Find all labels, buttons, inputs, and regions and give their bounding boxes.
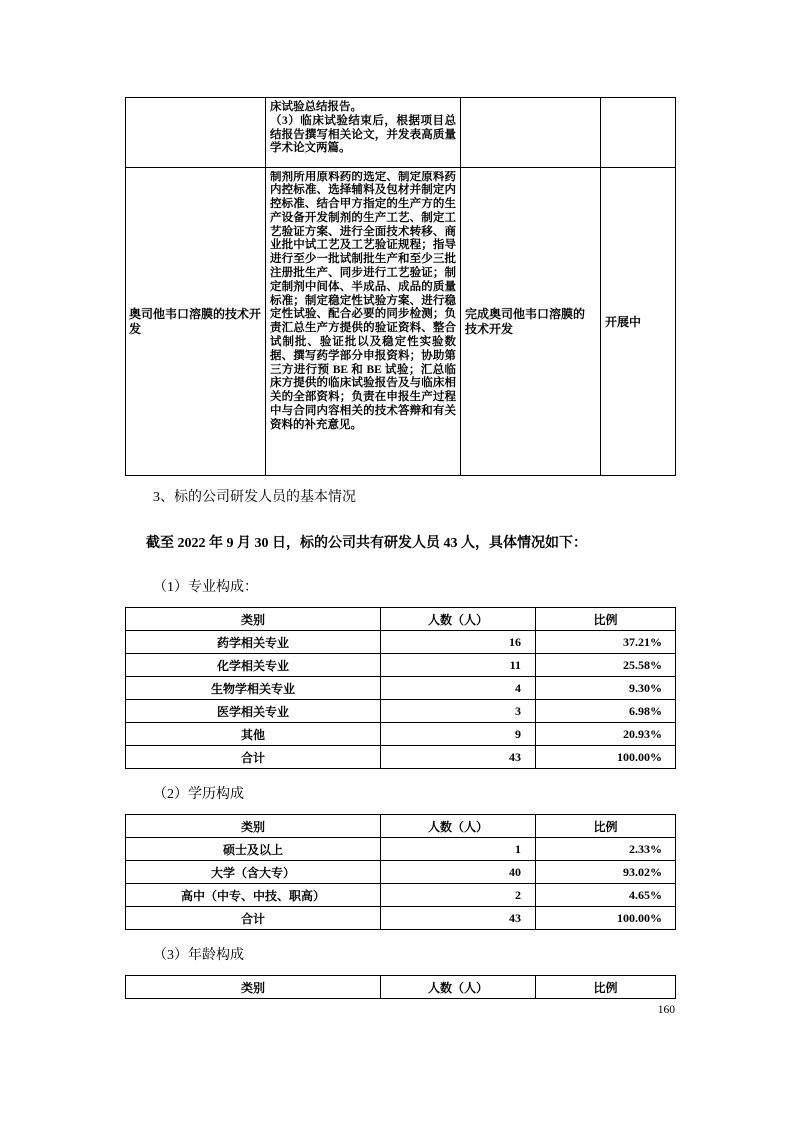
page-number: 160: [657, 1004, 675, 1016]
carryover-cell: [266, 98, 461, 168]
table-header-row: [126, 815, 676, 838]
subheading-education: （2）学历构成: [153, 787, 244, 802]
column-header-count: 人数（人）: [381, 608, 536, 631]
table-header-row: [126, 976, 676, 999]
table-row: [126, 884, 676, 907]
category-cell: 高中（中专、中技、职高）: [126, 884, 381, 907]
ratio-cell: 6.98%: [536, 700, 676, 723]
category-cell: 医学相关专业: [126, 700, 381, 723]
column-header-count: 人数（人）: [381, 815, 536, 838]
carryover-line-2: （3）临床试验结束后，根据项目总结报告撰写相关论文，并发表高质量学术论文两篇。: [270, 114, 456, 155]
count-cell: 4: [381, 677, 536, 700]
ratio-cell: 37.21%: [536, 631, 676, 654]
table-row: [126, 98, 676, 168]
age-table: [125, 975, 676, 999]
profession-table: [125, 607, 676, 769]
subheading-profession: （1）专业构成：: [153, 580, 258, 595]
ratio-cell: 20.93%: [536, 723, 676, 746]
count-cell: 2: [381, 884, 536, 907]
count-cell: 11: [381, 654, 536, 677]
column-header-category: 类别: [126, 815, 381, 838]
ratio-cell: 100.00%: [536, 907, 676, 930]
count-cell: 3: [381, 700, 536, 723]
ratio-cell: 93.02%: [536, 861, 676, 884]
category-cell: 生物学相关专业: [126, 677, 381, 700]
category-cell: 其他: [126, 723, 381, 746]
table-row: [126, 746, 676, 769]
project-status-cell: 开展中: [601, 168, 676, 476]
count-cell: 9: [381, 723, 536, 746]
count-cell: 16: [381, 631, 536, 654]
table-row: [126, 631, 676, 654]
project-content-text: 制剂所用原料药的选定、制定原料药内控标准、选择辅料及包材并制定内控标准、结合甲方指定的生产方的生产设备开发制剂的生产工艺、制定工艺验证方案、进行全面技术转移、商业批中试工艺及工艺验证规程；指导进行至少一批试制批生产和至少三批注册批生产、同步进行工艺验证；制定制剂中间体、半成品、成品的质量标准；制定稳定性试验方案、进行稳定性试验、配合必要的同步检测；负责汇总生产方提供的验证资料、整合试制批、验证批以及稳定性实验数据、撰写药学部分申报资料；协助第三方进行预 BE 和 BE 试验；汇总临床方提供的临床试验报告及与临床相关的全部资料；负责在申报生产过程中与合同内容相关的技术答辩和有关资料的补充意见。: [270, 170, 456, 431]
project-name-cell: 奥司他韦口溶膜的技术开发: [126, 168, 266, 476]
section-heading: 3、标的公司研发人员的基本情况: [153, 490, 356, 505]
category-cell: 化学相关专业: [126, 654, 381, 677]
count-cell: 1: [381, 838, 536, 861]
empty-cell: [461, 98, 601, 168]
column-header-count: 人数（人）: [381, 976, 536, 999]
table-row: [126, 838, 676, 861]
empty-cell: [601, 98, 676, 168]
category-cell: 药学相关专业: [126, 631, 381, 654]
category-cell: 合计: [126, 746, 381, 769]
table-header-row: [126, 608, 676, 631]
empty-cell: [126, 98, 266, 168]
category-cell: 大学（含大专）: [126, 861, 381, 884]
column-header-ratio: 比例: [536, 976, 676, 999]
table-row: [126, 907, 676, 930]
column-header-ratio: 比例: [536, 608, 676, 631]
table-row: [126, 677, 676, 700]
education-table: [125, 814, 676, 930]
intro-paragraph: 截至 2022 年 9 月 30 日，标的公司共有研发人员 43 人，具体情况如下：: [146, 536, 587, 551]
category-cell: 硕士及以上: [126, 838, 381, 861]
table-row: [126, 861, 676, 884]
column-header-category: 类别: [126, 608, 381, 631]
table-row: [126, 654, 676, 677]
ratio-cell: 25.58%: [536, 654, 676, 677]
count-cell: 43: [381, 746, 536, 769]
table-row: [126, 723, 676, 746]
project-target-cell: 完成奥司他韦口溶膜的技术开发: [461, 168, 601, 476]
ratio-cell: 2.33%: [536, 838, 676, 861]
ratio-cell: 4.65%: [536, 884, 676, 907]
column-header-category: 类别: [126, 976, 381, 999]
rd-project-table: [125, 97, 676, 476]
category-cell: 合计: [126, 907, 381, 930]
table-row: [126, 700, 676, 723]
count-cell: 40: [381, 861, 536, 884]
ratio-cell: 9.30%: [536, 677, 676, 700]
column-header-ratio: 比例: [536, 815, 676, 838]
count-cell: 43: [381, 907, 536, 930]
project-content-cell: [266, 168, 461, 476]
table-row: [126, 168, 676, 476]
ratio-cell: 100.00%: [536, 746, 676, 769]
carryover-line-1: 床试验总结报告。: [270, 101, 362, 113]
subheading-age: （3）年龄构成: [153, 948, 244, 963]
